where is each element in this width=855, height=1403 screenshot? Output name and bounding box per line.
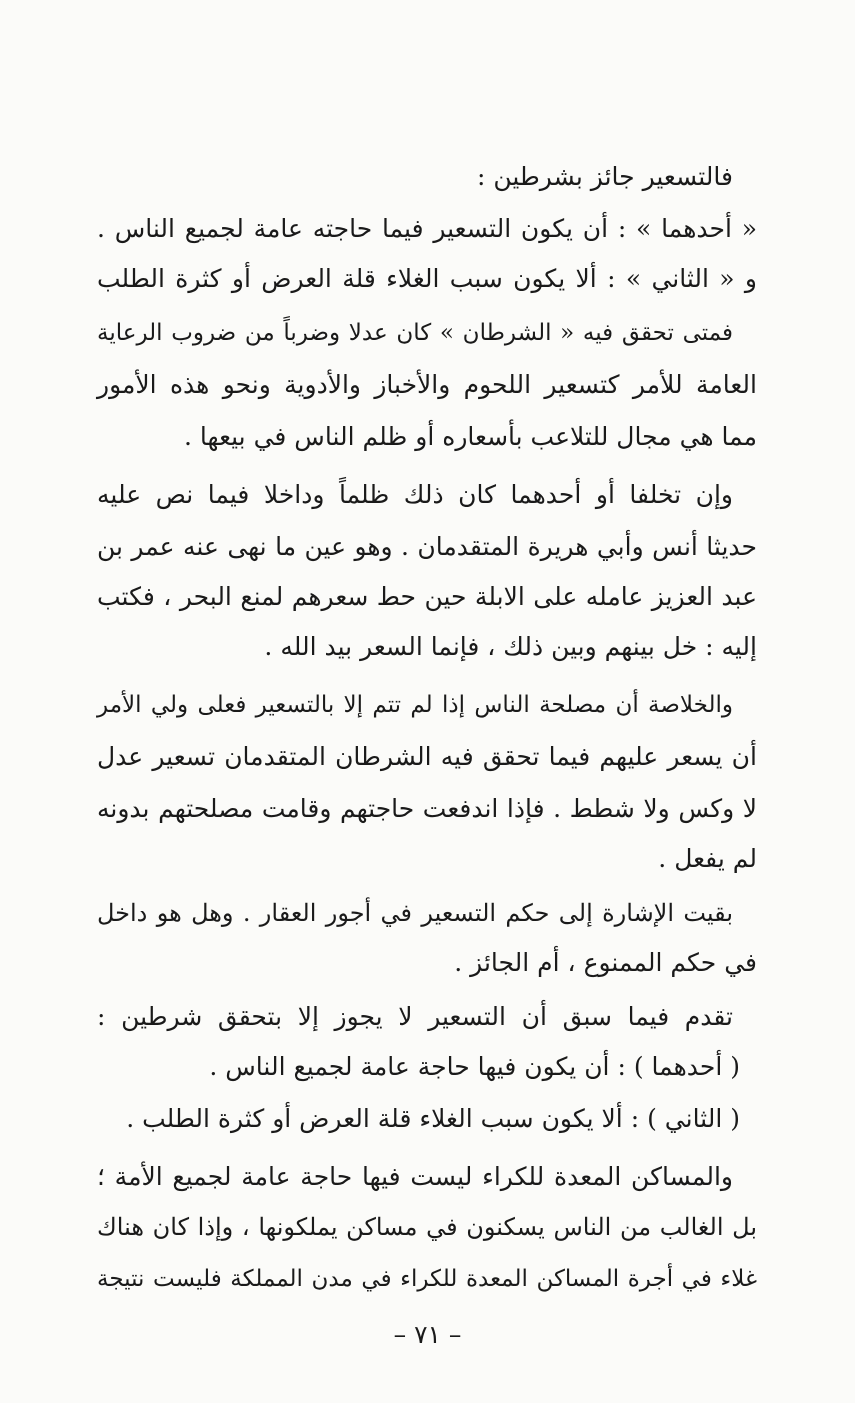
text-line: ( الثاني ) : ألا يكون سبب الغلاء قلة العرض أو كثرة الطلب . bbox=[126, 1104, 740, 1133]
text-line: لم يفعل . bbox=[658, 844, 757, 873]
text-line: في حكم الممنوع ، أم الجائز . bbox=[454, 948, 757, 977]
text-line: ( أحدهما ) : أن يكون فيها حاجة عامة لجميع الناس . bbox=[209, 1052, 740, 1081]
text-line: والخلاصة أن مصلحة الناس إذا لم تتم إلا بالتسعير فعلى ولي الأمر bbox=[97, 692, 733, 718]
text-line: بل الغالب من الناس يسكنون في مساكن يملكونها ، وإذا كان هناك bbox=[97, 1213, 757, 1241]
text-line: العامة للأمر كتسعير اللحوم والأخباز والأدوية ونحو هذه الأمور bbox=[97, 370, 757, 399]
text-line: والمساكن المعدة للكراء ليست فيها حاجة عامة لجميع الأمة ؛ bbox=[97, 1162, 733, 1191]
text-line: عبد العزيز عامله على الابلة حين حط سعرهم لمنع البحر ، فكتب bbox=[97, 582, 757, 611]
text-line: إليه : خل بينهم وبين ذلك ، فإنما السعر بيد الله . bbox=[264, 632, 757, 661]
text-line: فمتى تحقق فيه « الشرطان » كان عدلا وضرباً من ضروب الرعاية bbox=[97, 320, 733, 346]
text-line: تقدم فيما سبق أن التسعير لا يجوز إلا بتحقق شرطين : bbox=[97, 1002, 733, 1031]
text-line: أن يسعر عليهم فيما تحقق فيه الشرطان المتقدمان تسعير عدل bbox=[97, 742, 757, 771]
text-line: وإن تخلفا أو أحدهما كان ذلك ظلماً وداخلا فيما نص عليه bbox=[97, 480, 733, 509]
text-line: غلاء في أجرة المساكن المعدة للكراء في مدن المملكة فليست نتيجة bbox=[97, 1266, 757, 1292]
text-line: مما هي مجال للتلاعب بأسعاره أو ظلم الناس في بيعها . bbox=[184, 422, 757, 451]
text-line: و « الثاني » : ألا يكون سبب الغلاء قلة العرض أو كثرة الطلب bbox=[97, 264, 757, 293]
text-line: بقيت الإشارة إلى حكم التسعير في أجور العقار . وهل هو داخل bbox=[97, 899, 733, 927]
page-number: – ٧١ – bbox=[393, 1320, 462, 1349]
text-line: حديثا أنس وأبي هريرة المتقدمان . وهو عين ما نهى عنه عمر بن bbox=[97, 532, 757, 561]
text-line: « أحدهما » : أن يكون التسعير فيما حاجته عامة لجميع الناس . bbox=[97, 214, 757, 243]
text-line: لا وكس ولا شطط . فإذا اندفعت حاجتهم وقامت مصلحتهم بدونه bbox=[97, 794, 757, 823]
text-line: فالتسعير جائز بشرطين : bbox=[476, 162, 733, 191]
